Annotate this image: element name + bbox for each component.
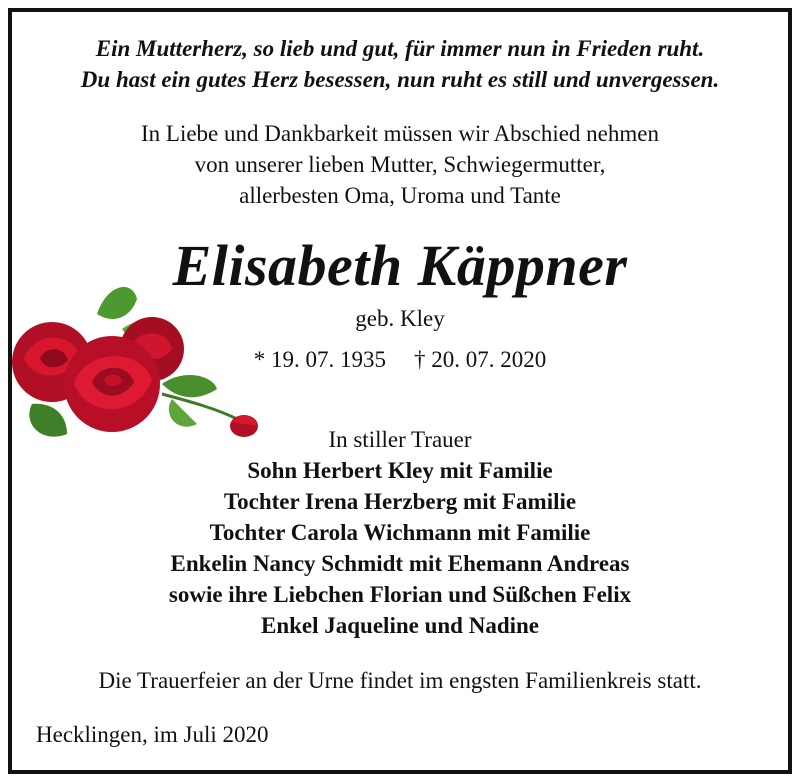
intro-line-2: von unserer lieben Mutter, Schwiegermutter, bbox=[194, 152, 606, 177]
place-date: Hecklingen, im Juli 2020 bbox=[36, 722, 269, 747]
intro-line-3: allerbesten Oma, Uroma und Tante bbox=[239, 183, 561, 208]
mourner-6: Enkel Jaqueline und Nadine bbox=[260, 613, 539, 638]
obituary-notice bbox=[8, 8, 792, 774]
mourning-heading: In stiller Trauer bbox=[328, 427, 472, 452]
mourner-5: sowie ihre Liebchen Florian und Süßchen Felix bbox=[168, 582, 632, 607]
mourner-4: Enkelin Nancy Schmidt mit Ehemann Andreas bbox=[170, 551, 630, 576]
mourner-3: Tochter Carola Wichmann mit Familie bbox=[209, 520, 591, 545]
motto-line-2: Du hast ein gutes Herz besessen, nun ruht es still und unvergessen. bbox=[80, 67, 720, 92]
birth-date: * 19. 07. 1935 bbox=[253, 347, 386, 372]
maiden-name: geb. Kley bbox=[355, 306, 445, 331]
mourner-1: Sohn Herbert Kley mit Familie bbox=[247, 458, 553, 483]
mourner-2: Tochter Irena Herzberg mit Familie bbox=[223, 489, 577, 514]
motto-line-1: Ein Mutterherz, so lieb und gut, für immer nun in Frieden ruht. bbox=[95, 36, 705, 61]
death-date: † 20. 07. 2020 bbox=[414, 347, 547, 372]
funeral-note: Die Trauerfeier an der Urne findet im engsten Familienkreis statt. bbox=[98, 668, 702, 693]
intro-line-1: In Liebe und Dankbarkeit müssen wir Abschied nehmen bbox=[140, 121, 659, 146]
deceased-name: Elisabeth Käppner bbox=[172, 233, 628, 298]
red-roses-icon bbox=[12, 274, 262, 444]
